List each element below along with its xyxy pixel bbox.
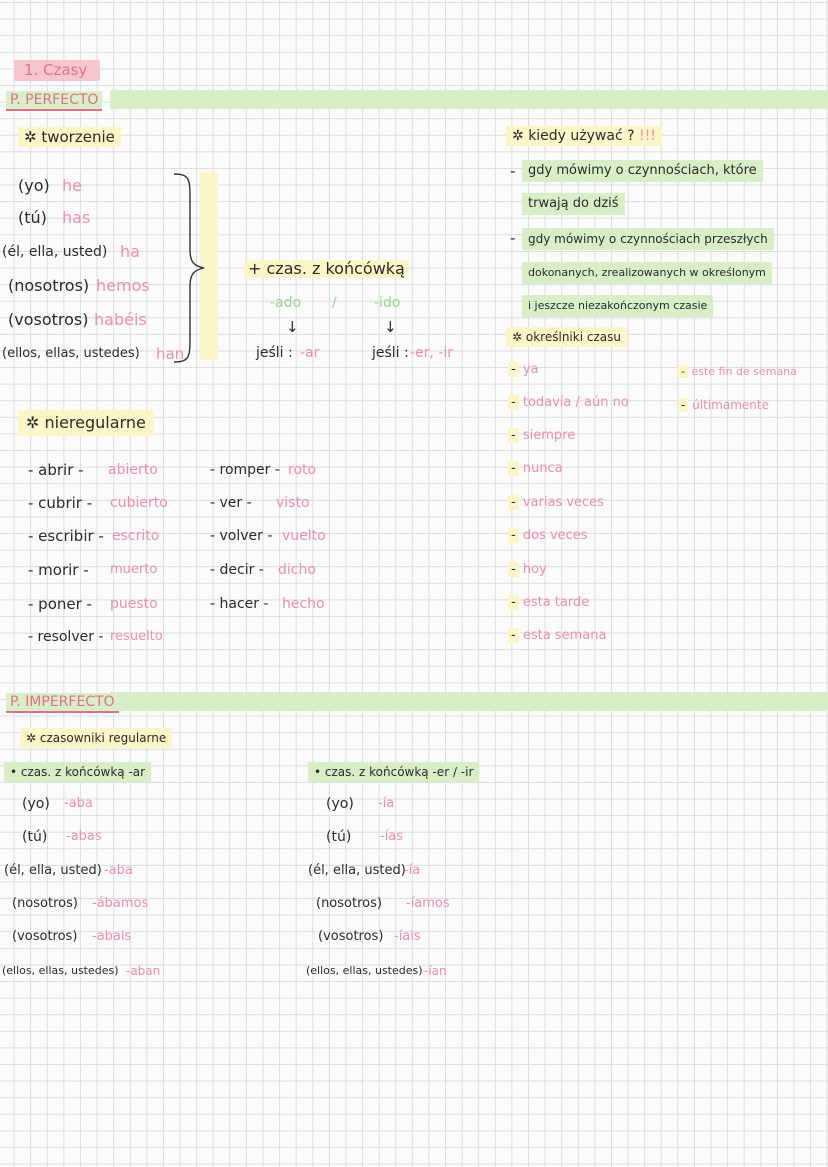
- kiedy-label: kiedy używać ?: [528, 128, 635, 144]
- time-item: [508, 460, 563, 478]
- regularne-label: czasowniki regularne: [39, 731, 167, 745]
- form-ha: ha: [120, 242, 140, 261]
- ar-ending: -ábamos: [92, 896, 149, 911]
- time-item-text: todavía / aún no: [522, 395, 629, 410]
- er-pronoun: (tú): [326, 829, 352, 845]
- jesli-er-value: -er, -ir: [410, 345, 454, 361]
- time-item: [508, 627, 606, 645]
- star-icon: ✲: [26, 413, 40, 432]
- perfecto-heading: P. PERFECTO: [6, 91, 102, 111]
- verb-morir: - morir -: [28, 561, 89, 579]
- ar-pronoun: (tú): [22, 829, 48, 845]
- er-pronoun: (nosotros): [316, 896, 382, 911]
- pronoun-tu: (tú): [18, 208, 47, 227]
- time-item-text: últimamente: [692, 398, 769, 412]
- pronoun-ellos: (ellos, ellas, ustedes): [2, 346, 140, 361]
- verb-poner: - poner -: [28, 595, 92, 613]
- time-item-text: ya: [522, 362, 539, 377]
- ar-ending: -aba: [104, 863, 133, 878]
- verb-cubrir: - cubrir -: [28, 494, 93, 512]
- imperfecto-heading-band: [110, 692, 828, 711]
- bullet-dash: -: [678, 365, 688, 378]
- tworzenie-label: tworzenie: [41, 128, 115, 146]
- time-item: [508, 527, 588, 545]
- time-item-text: varias veces: [522, 495, 604, 510]
- verb-escribir: - escribir -: [28, 527, 104, 545]
- time-item: [678, 396, 769, 414]
- ar-pronoun: (él, ella, usted): [4, 863, 102, 878]
- time-item-text: hoy: [522, 562, 547, 577]
- form-han: han: [156, 345, 185, 363]
- kiedy-b1-line1: gdy mówimy o czynnościach, które: [522, 160, 763, 182]
- pronoun-yo: (yo): [18, 176, 50, 195]
- participle-dicho: dicho: [278, 562, 316, 578]
- page-title: 1. Czasy: [24, 61, 88, 79]
- time-item-text: esta tarde: [522, 595, 590, 610]
- bullet-dash: -: [508, 495, 519, 510]
- time-item: [678, 363, 797, 381]
- form-habeis: habéis: [94, 310, 147, 329]
- time-item-text: nunca: [522, 461, 563, 476]
- verb-abrir: - abrir -: [28, 461, 84, 479]
- tworzenie-header: [18, 127, 121, 147]
- participle-cubierto: cubierto: [110, 495, 168, 511]
- bullet-dash: -: [510, 229, 516, 247]
- ar-ending: -aba: [64, 796, 93, 811]
- ar-ending: -abas: [66, 829, 102, 844]
- arrow-down-icon: ↓: [286, 318, 299, 336]
- bullet-dash: -: [678, 398, 688, 412]
- kiedy-b2-line2: dokonanych, zrealizowanych w określonym: [522, 262, 772, 284]
- okreslniki-header: [506, 327, 627, 347]
- verb-hacer: - hacer -: [210, 596, 269, 612]
- kiedy-b1-line2: trwają do dziś: [522, 193, 625, 215]
- bullet-dash: -: [508, 428, 519, 443]
- participle-escrito: escrito: [112, 528, 160, 544]
- participle-visto: visto: [276, 495, 310, 511]
- ending-slash: /: [332, 295, 337, 311]
- jesli-ar-value: -ar: [300, 345, 320, 361]
- time-item: [508, 361, 539, 379]
- er-ending: -ías: [380, 829, 404, 844]
- time-item: [508, 494, 604, 512]
- participle-resuelto: resuelto: [110, 629, 163, 644]
- er-ending: -ía: [378, 796, 395, 811]
- time-item-text: dos veces: [522, 528, 588, 543]
- ar-ending: -aban: [126, 964, 161, 978]
- time-item: [508, 561, 547, 579]
- bullet-dash: -: [510, 162, 516, 180]
- participle-abierto: abierto: [108, 462, 158, 478]
- participle-puesto: puesto: [110, 596, 158, 612]
- verb-volver: - volver -: [210, 528, 273, 544]
- verb-ver: - ver -: [210, 495, 252, 511]
- verb-resolver: - resolver -: [28, 629, 104, 645]
- star-icon: ✲: [26, 731, 37, 745]
- ar-pronoun: (nosotros): [12, 896, 78, 911]
- bullet-dash: -: [508, 362, 519, 377]
- time-item-text: este fin de semana: [691, 365, 797, 378]
- nieregularne-header: [18, 410, 154, 436]
- pronoun-vosotros: (vosotros): [8, 310, 89, 329]
- nieregularne-label: nieregularne: [44, 413, 146, 432]
- kiedy-b2-line1: gdy mówimy o czynnościach przeszłych: [522, 228, 774, 250]
- brace-icon: [170, 170, 210, 366]
- time-item: [508, 394, 629, 412]
- er-ending: -íamos: [406, 896, 450, 911]
- jesli-ar-label: jeśli :: [256, 345, 293, 361]
- bullet-dash: -: [508, 595, 519, 610]
- time-item: [508, 594, 589, 612]
- er-pronoun: (él, ella, usted): [308, 863, 406, 878]
- er-pronoun: (ellos, ellas, ustedes): [306, 964, 423, 977]
- form-has: has: [62, 208, 91, 227]
- er-ending: -íais: [394, 929, 421, 944]
- time-item-text: esta semana: [522, 628, 607, 643]
- okreslniki-label: określniki czasu: [525, 330, 621, 344]
- participle-muerto: muerto: [110, 562, 158, 577]
- regularne-header: [20, 728, 172, 748]
- ar-ending: -abais: [92, 929, 132, 944]
- ar-pronoun: (yo): [22, 796, 50, 812]
- kiedy-exclamation: !!!: [639, 128, 656, 144]
- jesli-er-label: jeśli :: [372, 345, 409, 361]
- ar-pronoun: (vosotros): [12, 929, 78, 944]
- arrow-down-icon: ↓: [384, 318, 397, 336]
- ending-ado: -ado: [270, 295, 302, 311]
- participle-vuelto: vuelto: [282, 528, 326, 544]
- ar-pronoun: (ellos, ellas, ustedes): [2, 964, 119, 977]
- er-header: • czas. z końcówką -er / -ir: [308, 762, 479, 782]
- ar-header: • czas. z końcówką -ar: [4, 762, 151, 782]
- er-pronoun: (vosotros): [318, 929, 384, 944]
- form-he: he: [62, 176, 82, 195]
- imperfecto-heading: P. IMPERFECTO: [6, 693, 119, 713]
- verb-decir: - decir -: [210, 562, 264, 578]
- er-ending: -ía: [404, 863, 421, 878]
- pronoun-el: (él, ella, usted): [2, 244, 108, 260]
- time-item-text: siempre: [522, 428, 576, 443]
- bullet-dash: -: [508, 528, 519, 543]
- bullet-dash: -: [508, 628, 519, 643]
- formula-text: + czas. z końcówką: [244, 260, 409, 278]
- verb-romper: - romper -: [210, 462, 280, 478]
- kiedy-b2-line3: i jeszcze niezakończonym czasie: [522, 295, 713, 317]
- bullet-dash: -: [508, 461, 519, 476]
- bullet-dash: -: [508, 562, 519, 577]
- bullet-dash: -: [508, 395, 519, 410]
- er-ending: -ían: [424, 964, 447, 978]
- form-hemos: hemos: [96, 276, 150, 295]
- ending-ido: -ido: [374, 295, 401, 311]
- kiedy-header: [506, 126, 662, 146]
- er-pronoun: (yo): [326, 796, 354, 812]
- star-icon: ✲: [24, 128, 37, 146]
- perfecto-heading-band: [110, 90, 828, 109]
- time-item: [508, 427, 575, 445]
- pronoun-nosotros: (nosotros): [8, 276, 90, 295]
- star-icon: ✲: [512, 330, 523, 344]
- participle-hecho: hecho: [282, 596, 325, 612]
- participle-roto: roto: [288, 462, 317, 478]
- star-icon: ✲: [512, 128, 524, 144]
